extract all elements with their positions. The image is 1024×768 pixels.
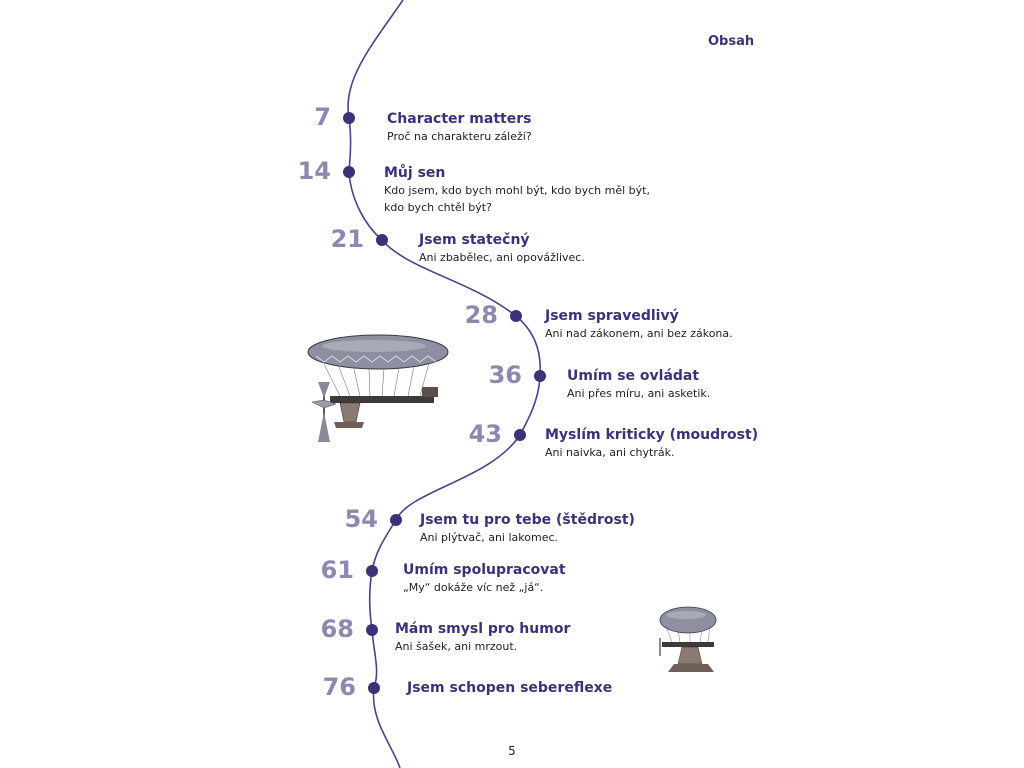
- entry-title: Mám smysl pro humor: [395, 621, 571, 637]
- entry-title: Jsem spravedlivý: [545, 308, 679, 324]
- entry-subtitle: Ani naivka, ani chytrák.: [545, 446, 675, 459]
- timeline-dot: [343, 112, 355, 124]
- entry-page-number: 68: [320, 615, 354, 643]
- entry-subtitle: Ani nad zákonem, ani bez zákona.: [545, 327, 733, 340]
- entry-title: Můj sen: [384, 165, 446, 181]
- entry-subtitle: „My“ dokáže víc než „já“.: [403, 581, 544, 594]
- entry-subtitle: Ani přes míru, ani asketik.: [567, 387, 711, 400]
- entry-subtitle: kdo bych chtěl být?: [384, 201, 492, 214]
- page-number: 5: [508, 744, 516, 758]
- entry-title: Jsem schopen sebereflexe: [407, 680, 613, 696]
- entry-title: Jsem tu pro tebe (štědrost): [420, 512, 635, 528]
- timeline-dot: [390, 514, 402, 526]
- entry-page-number: 43: [468, 420, 502, 448]
- contents-heading: Obsah: [708, 34, 755, 49]
- contents-entry[interactable]: [387, 110, 532, 145]
- entry-subtitle: Ani šašek, ani mrzout.: [395, 640, 518, 653]
- contents-entry[interactable]: [545, 307, 733, 342]
- entry-title: Character matters: [387, 111, 532, 127]
- entry-page-number: 54: [344, 505, 378, 533]
- timeline-dot: [366, 624, 378, 636]
- entry-page-number: 28: [464, 301, 498, 329]
- timeline-dot: [534, 370, 546, 382]
- contents-entry[interactable]: [403, 561, 566, 596]
- entry-subtitle: Ani zbabělec, ani opovážlivec.: [419, 251, 585, 264]
- entry-title: Umím se ovládat: [567, 368, 700, 384]
- timeline-dot: [514, 429, 526, 441]
- contents-entry[interactable]: [567, 367, 710, 402]
- entry-subtitle: Ani plýtvač, ani lakomec.: [420, 531, 558, 544]
- contents-entry[interactable]: [395, 620, 570, 655]
- entry-page-number: 7: [314, 103, 331, 131]
- airship-illustration: [304, 332, 454, 444]
- timeline-dot: [510, 310, 522, 322]
- timeline-dot: [366, 565, 378, 577]
- entry-subtitle: Kdo jsem, kdo bych mohl být, kdo bych měl být,: [384, 184, 650, 197]
- timeline-dot: [368, 682, 380, 694]
- contents-entry[interactable]: [420, 511, 635, 546]
- entry-subtitle: Proč na charakteru záleží?: [387, 130, 532, 143]
- small-airship-illustration: [654, 604, 722, 676]
- entry-page-number: 61: [320, 556, 354, 584]
- entry-page-number: 36: [488, 361, 522, 389]
- contents-entry[interactable]: [407, 679, 612, 697]
- entry-title: Jsem statečný: [419, 232, 530, 248]
- entry-page-number: 76: [322, 673, 356, 701]
- entry-page-number: 21: [330, 225, 364, 253]
- contents-entry[interactable]: [419, 231, 585, 266]
- timeline-dot: [343, 166, 355, 178]
- entry-title: Umím spolupracovat: [403, 562, 566, 578]
- entry-page-number: 14: [297, 157, 331, 185]
- contents-entry[interactable]: [545, 426, 758, 461]
- timeline-dot: [376, 234, 388, 246]
- entry-title: Myslím kriticky (moudrost): [545, 427, 759, 443]
- contents-entry[interactable]: [384, 164, 650, 216]
